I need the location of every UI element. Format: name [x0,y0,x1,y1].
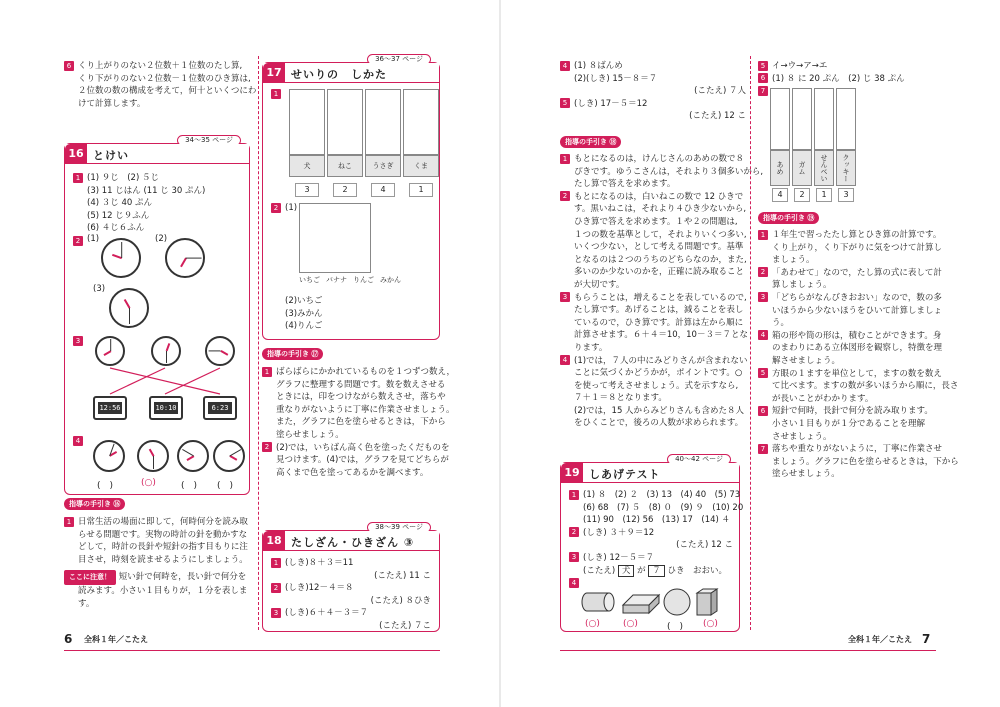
box-icon [623,595,659,613]
count-box: 2 [794,188,810,202]
clock-icon [109,288,149,328]
q2-label-1: (1) [87,234,100,244]
text-line: させましょう。 [772,431,832,442]
page-range-tab: 40〜42 ページ [667,454,731,465]
text-line: ぴきです。ゆうこさんは，それより３個多いから, [574,166,764,177]
clock-icon [177,440,209,472]
graph-label: ガム [792,150,812,186]
text-line: くり上がり，くり下がりに気をつけて計算し [772,242,943,253]
graph-label: せんべい [814,150,834,186]
text-line: グラフに整理する問題です。数を数えさせる [276,379,446,390]
digital-clock: 6:23 [203,396,237,420]
text-line: (4) ３じ 40 ぷん [87,198,152,209]
page-number: 6 [64,632,73,646]
count-box: 1 [409,183,433,197]
item-number: 1 [73,173,83,183]
item-number: 7 [758,86,768,96]
prism-icon [697,589,717,615]
q2-label-3: (3) [93,284,106,294]
text-line: 読みます。小さい１目もりが，１分を表しま [78,585,248,596]
section-title: たしざん・ひきざん ③ [291,536,415,549]
text-line: て比べます。ますの数が多いほうから順に，長さ [772,381,959,392]
item-number: 2 [271,203,281,213]
tebiki-17 [262,348,456,479]
item-number: 3 [73,336,83,346]
text-line: もとになるのは，白いねこの数で 12 ひきで [574,191,744,202]
section-header [561,463,739,483]
text-line: す。黒いねこは，それより４ひき少ないから, [574,204,747,215]
text-line: (2)では，いちばん高く色を塗ったくだものを [276,442,450,453]
text-line: １つの数を基準として，それよりいくつ多い, [574,229,747,240]
text-line: らせる問題です。実物の時計の針を動かすな [78,529,248,540]
fruit-labels: いちご バナナ りんご みかん [299,276,401,284]
text-line: す。 [78,598,95,609]
caution-badge: ここに注意！ [64,570,116,585]
text-line: を使って考えさせましょう。式を示すなら, [574,380,739,391]
item-number: 3 [271,608,281,618]
item-number: 1 [262,367,272,377]
section-17-box: 36〜37 ページ 17 せいりの しかた 1 犬 ねこ うさぎ くま 3 2 4 1 2 (1) いちご バナナ りんご みかん (2)いちご (3)みかん (4)りんご [262,62,440,340]
graph-label: あめ [770,150,790,186]
answer-line: (4)りんご [285,321,323,332]
tebiki-16 [64,498,254,610]
section-number: 17 [263,63,285,83]
count-box: 4 [371,183,395,197]
count-box: 4 [772,188,788,202]
section-header [263,63,439,83]
text-line: ばらばらにかかれているものを１つずつ数え， [276,367,456,377]
section-19-box: 40〜42 ページ 19 しあげテスト 1 (1) ８ (2) ２ (3) 13 (4) 40 (5) 73 (6) 68 (7) ５ (8) ０ (9) ９ (10) 20 (11) 90 (12) 56 (13) 17 (14) ４ 2 (しき) ３＋９＝12 (こたえ) 12 こ 3 (しき) 12－５＝７ (こたえ) 犬 が ７ ひき おおい。 4 (○) (○) ( ) (○) [560,462,740,632]
section-title: せいりの しかた [291,68,387,81]
item-number: 1 [569,490,579,500]
section-18-box [262,523,440,632]
text-line: となるのは２つのうちのどちらなのか，また, [574,254,747,265]
item-number: 2 [569,527,579,537]
text-line: ります。 [574,342,608,353]
text-line: (1)では，７人の中にみどりさんが含まれない [574,355,748,366]
text-line: 塗らせましょう。 [772,469,840,480]
footer-rule [560,650,936,651]
tebiki-18 [560,136,764,430]
text-line: 解させましょう。 [772,355,841,366]
clock-icon [93,440,125,472]
graph-label: 犬 [289,155,325,177]
text-line: イ→ウ→ア→エ [772,61,828,71]
graph-column [289,89,325,155]
matching-lines [95,366,235,396]
equation: (しき)12－４＝８ [285,583,354,594]
text-line: 算しましょう。 [772,280,832,291]
item-number: 5 [758,61,768,71]
page-number: 7 [922,632,931,646]
digital-clock: 10:10 [149,396,183,420]
text-line: くり上がりのない２位数＋１位数のたし算, [78,61,243,71]
item-number: 4 [569,578,579,588]
fruit-graph [299,203,371,273]
text-line: たし算です。あげることは，減ることを表し [574,305,744,316]
guide-badge: 指導の手引き ⑰ [262,348,323,360]
item-number: 5 [560,98,570,108]
item-number: 1 [271,89,281,99]
text-line: 多いのか少ないのかを，正確に読み取ること [574,267,745,278]
text-line: １年生で習ったたし算とひき算の計算です。 [772,230,942,240]
text-line: 短針で何時，長針で何分を読み取ります。 [772,406,933,417]
page-range-tab: 36〜37 ページ [367,54,431,65]
answer-paren: ( ) [667,622,684,632]
item-number: 1 [64,517,74,527]
text-line: いほうから少ないほうをひいて計算しましょ [772,305,943,316]
text-line: ましょう。 [772,255,815,266]
count-box: 1 [816,188,832,202]
guide-badge: 指導の手引き ⑱ [560,136,621,148]
text-line: (6) 68 (7) ５ (8) ０ (9) ９ (10) 20 [583,502,744,513]
text-line: けて計算します。 [78,98,146,109]
text-line: また，グラフに色を塗らせるときは，下から [276,417,446,428]
text-line: (3) 11 じはん (11 じ 30 ぷん) [87,185,206,196]
text-line: 重なりがないように丁寧に作業させましょう。 [276,404,455,415]
answer: (こたえ) ７人 [694,86,746,97]
footer-title: 全科１年／こたえ [84,635,148,644]
item-number: 5 [758,368,768,378]
item-number: 2 [560,191,570,201]
item-number: 4 [560,61,570,71]
text-line: のまわりにある立体図形を観察し，特徴を理 [772,343,943,354]
text-line: くり下がりのない２位数－１位数のひき算は, [78,73,251,84]
text-line: 計算させます。６＋４＝10，10－３＝７とな [574,330,748,341]
graph-column [365,89,401,155]
guide-badge: 指導の手引き ⑲ [758,212,819,224]
answer: (こたえ) 12 こ [689,111,746,122]
item-number: 4 [560,355,570,365]
page-range-tab: 34〜35 ページ [177,135,241,146]
item-number: 4 [73,436,83,446]
text-line: (6) ４じ６ふん [87,223,145,234]
equation: (しき)６＋４－３＝７ [285,608,369,619]
item-number: 3 [758,292,768,302]
text-line: 箱の形や筒の形は，積むことができます。身 [772,330,942,341]
column-divider [750,56,751,630]
graph-label: クッキー [836,150,856,186]
text-line: いくつ少ない，として考える問題です。基準 [574,242,744,253]
section-header [263,531,439,551]
count-box: 2 [333,183,357,197]
digital-clock: 12:56 [93,396,127,420]
text-line: が大切です。 [574,279,625,290]
answer: (こたえ) 12 こ [676,540,733,551]
item-number: 1 [560,154,570,164]
text-line: (2)では，15 人からみどりさんも含めた８人 [574,405,745,416]
item-number: 7 [758,444,768,454]
guide-badge: 指導の手引き ⑯ [64,498,125,510]
answer-box: 犬 [618,565,635,577]
count-box: 3 [295,183,319,197]
text-line: 高くまで色を塗ってあるかを調べます。 [276,467,429,478]
answer-paren: ( ) [181,481,198,491]
clock-icon [165,238,205,278]
tebiki-19 [758,212,959,481]
text-line: 目させ，時刻を読ませるようにしましょう。 [78,554,248,565]
clock-icon [151,336,181,366]
graph-column [403,89,439,155]
text-line: ７＋１＝８となります。 [574,393,667,404]
section-16-box [64,136,250,495]
page-range-tab: 38〜39 ページ [367,522,431,533]
section-header [65,144,249,164]
equation: (しき) 12－５＝７ [583,552,655,563]
graph-column [327,89,363,155]
graph-label: うさぎ [365,155,401,177]
left-item6 [64,60,257,110]
clock-icon [101,238,141,278]
text-line: 見つけます。(4)では，グラフを見てどちらが [276,455,449,466]
answer: (こたえ) ８ひき [370,595,431,606]
text-line: (5) 12 じ９ふん [87,210,150,221]
answer-line: (2)いちご [285,296,323,306]
text-line: (11) 90 (12) 56 (13) 17 (14) ４ [583,515,731,526]
q1-answers [73,172,205,235]
book-gutter [499,0,501,707]
text-line: 「どちらがなんびきおおい」なので，数の多 [772,292,942,303]
text-line: ているので，ひき算です。計算は左から順に [574,317,744,328]
cylinder-icon [582,593,614,611]
text-line: 落ちや重なりがないように，丁寧に作業させ [772,444,943,455]
clock-icon [95,336,125,366]
item-number: 4 [758,330,768,340]
clock-icon [137,440,169,472]
text-line: (1) ９じ (2) ５じ [87,173,159,183]
text-line: ましょう。グラフに色を塗らせるときは，下から [772,456,959,467]
text-line: ひき算で答えを求めます。１や２の問題は, [574,216,738,227]
text-line: ときには，印をつけながら数えさせ，落ちや [276,392,446,403]
text-line: (1) ８ばんめ [574,61,623,71]
count-box: 3 [838,188,854,202]
text-line: たし算で答えを求めます。 [574,179,676,190]
item-number: 6 [758,73,768,83]
sphere-icon [664,589,690,615]
section-number: 16 [65,144,87,164]
item-number: 2 [758,267,768,277]
item-number: 1 [758,230,768,240]
text-line: 日常生活の場面に即して，何時何分を読み取 [78,517,248,527]
section-number: 19 [561,463,583,483]
answer-paren: ( ) [97,481,114,491]
equation: (しき) ３＋９＝12 [583,527,655,538]
text-line: もらうことは，増えることを表しているので, [574,292,747,303]
text-line: ２位数の数の構成を考えて，何十といくつにわ [78,86,257,97]
answer-paren: (○) [703,619,718,629]
item-number: 2 [271,583,281,593]
text-line: 小さい１目もりが１分であることを理解 [772,418,926,429]
section-title: とけい [93,149,129,162]
item-number: 6 [64,61,74,71]
answer: (こたえ) ７こ [379,620,431,631]
text-line: もとになるのは，けんじさんのあめの数で８ [574,154,745,164]
column-divider [258,56,259,630]
text-line: ことに気づくかどうかが，ポイントです。○ [574,368,743,379]
item-number: 2 [262,442,272,452]
item-number: 2 [73,236,83,246]
text-line: 「あわせて」なので，たし算の式に表して計 [772,267,942,278]
answer-line: (3)みかん [285,308,323,319]
text-line: 短い針で何時を，長い針で何分を [118,572,247,583]
text-line: (2)(しき) 15－８＝７ [574,73,658,84]
answer-box: ７ [648,565,665,577]
answer: (こたえ) 11 こ [374,570,431,581]
equation: (しき) 17－５＝12 [574,98,648,109]
text-line: 塗らせましょう。 [276,429,344,440]
item-number: 6 [758,406,768,416]
solid-shapes [577,587,727,617]
answer-paren: ( ) [217,481,234,491]
footer-title: 全科１年／こたえ [848,635,912,644]
clock-icon [205,336,235,366]
answer-paren: (○) [623,619,638,629]
text-line: (1) ８ に 20 ぷん (2) じ 38 ぷん [772,73,905,84]
answer-paren: (○) [141,478,156,488]
text-line: う。 [772,318,790,329]
q2-label-2: (2) [155,234,168,244]
answer-paren: (○) [585,619,600,629]
text-line: どして，時計の長針や短針の指す目もりに注 [78,542,248,553]
clock-icon [213,440,245,472]
text-line: (1) ８ (2) ２ (3) 13 (4) 40 (5) 73 [583,490,741,500]
text-line: をひくことで，後ろの人数が求められます。 [574,418,744,429]
text-line: が長いことがわかります。 [772,393,874,404]
item-number: 3 [569,552,579,562]
graph-label: ねこ [327,155,363,177]
text-line: 方眼の１ますを単位として，ますの数を数え [772,368,942,379]
section-number: 18 [263,531,285,551]
graph-label: くま [403,155,439,177]
item-number: 1 [271,558,281,568]
equation: (しき)８＋３＝11 [285,558,354,568]
item-number: 3 [560,292,570,302]
footer-rule [64,650,440,651]
section-title: しあげテスト [589,468,661,481]
right-top-answers [560,60,746,123]
